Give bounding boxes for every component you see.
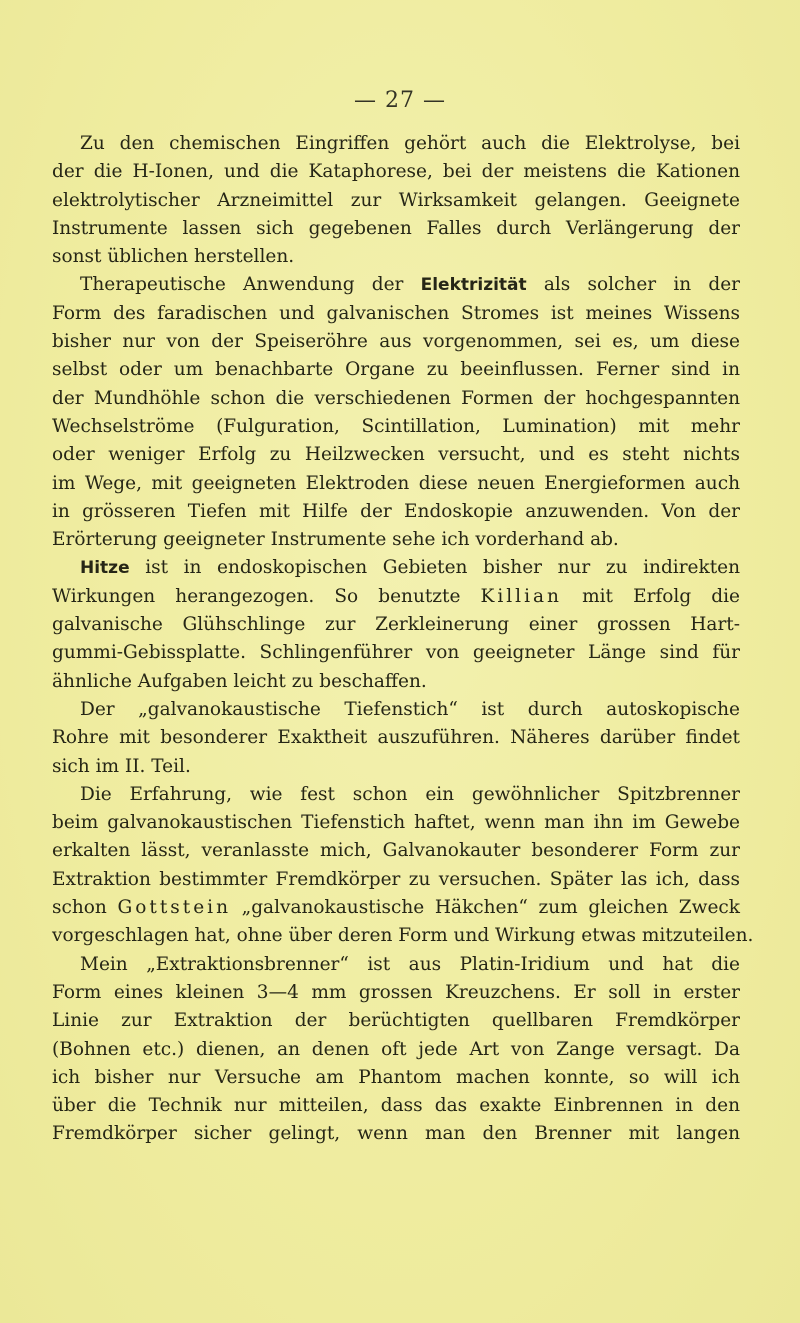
author-name: Gottstein	[117, 897, 231, 919]
text-fragment: Wirkungen herangezogen. So benutzte	[52, 585, 481, 607]
text-line: Instrumente lassen sich gegebenen Falles durch Verlängerung der	[52, 217, 740, 239]
text-fragment: „galvanokaustische Häkchen“ zum gleichen Zweck	[230, 897, 740, 919]
text-line	[52, 554, 740, 582]
text-line: im Wege, mit geeigneten Elektroden diese neuen Energieformen auch	[52, 472, 740, 494]
text-line: selbst oder um benachbarte Organe zu beeinflussen. Ferner sind in	[52, 359, 740, 381]
text-line: (Bohnen etc.) dienen, an denen oft jede Art von Zange versagt. Da	[52, 1038, 740, 1060]
text-line: galvanische Glühschlinge zur Zerkleinerung einer grossen Hart-	[52, 614, 740, 636]
text-line: vorgeschlagen hat, ohne über deren Form und Wirkung etwas mitzuteilen.	[52, 925, 754, 947]
text-line: sonst üblichen herstellen.	[52, 246, 295, 268]
body-text	[52, 130, 754, 1149]
text-line: bisher nur von der Speiseröhre aus vorgenommen, sei es, um diese	[52, 331, 740, 353]
text-line: der die H-Ionen, und die Kataphorese, bei der meistens die Kationen	[52, 161, 740, 183]
text-line: Zu den chemischen Eingriffen gehört auch die Elektrolyse, bei	[80, 133, 740, 154]
text-line: ich bisher nur Versuche am Phantom machen konnte, so will ich	[52, 1066, 740, 1088]
paragraph-electricity	[52, 271, 740, 554]
text-line: elektrolytischer Arzneimittel zur Wirksamkeit gelangen. Geeignete	[52, 189, 740, 211]
text-line: Form eines kleinen 3—4 mm grossen Kreuzchens. Er soll in erster	[52, 981, 740, 1003]
text-line: Erörterung geeigneter Instrumente sehe ich vorderhand ab.	[52, 529, 619, 551]
text-line: sich im II. Teil.	[52, 755, 191, 777]
text-line: Extraktion bestimmter Fremdkörper zu versuchen. Später las ich, dass	[52, 868, 740, 890]
paragraph-tiefenstich	[52, 696, 740, 781]
paragraph-heat	[52, 554, 740, 695]
text-line: Der „galvanokaustische Tiefenstich“ ist durch autoskopische	[80, 698, 740, 720]
text-line: Form des faradischen und galvanischen Stromes ist meines Wissens	[52, 302, 740, 324]
text-line	[52, 894, 740, 922]
text-line: erkalten lässt, veranlasste mich, Galvanokauter besonderer Form zur	[52, 840, 740, 862]
text-line: beim galvanokaustischen Tiefenstich haftet, wenn man ihn im Gewebe	[52, 812, 740, 834]
text-line: Rohre mit besonderer Exaktheit auszuführen. Näheres darüber findet	[52, 727, 740, 749]
text-fragment: schon	[52, 897, 118, 919]
text-fragment: Therapeutische Anwendung der	[80, 274, 421, 296]
paragraph-electrolysis	[52, 130, 740, 271]
paragraph-experience	[52, 781, 754, 951]
text-fragment: als solcher in der	[526, 274, 740, 296]
text-line: Fremdkörper sicher gelingt, wenn man den Brenner mit langen	[52, 1123, 740, 1145]
text-line: Wechselströme (Fulguration, Scintillation, Lumination) mit mehr	[52, 415, 740, 437]
text-line	[52, 583, 740, 611]
text-line	[52, 271, 740, 299]
text-line: oder weniger Erfolg zu Heilzwecken versucht, und es steht nichts	[52, 444, 740, 466]
text-line: Linie zur Extraktion der berüchtigten quellbaren Fremdkörper	[52, 1010, 740, 1032]
text-line: über die Technik nur mitteilen, dass das exakte Einbrennen in den	[52, 1095, 740, 1117]
emphasized-term: Hitze	[80, 558, 130, 579]
author-name: Killian	[480, 585, 562, 607]
text-fragment: ist in endoskopischen Gebieten bisher nur zu indirekten	[129, 557, 740, 579]
paragraph-extraction-burner	[52, 951, 740, 1149]
text-line: gummi-Gebissplatte. Schlingenführer von geeigneter Länge sind für	[52, 642, 740, 664]
text-line: Mein „Extraktionsbrenner“ ist aus Platin-Iridium und hat die	[80, 953, 740, 975]
emphasized-term: Elektrizität	[420, 275, 527, 296]
text-fragment: mit Erfolg die	[561, 585, 740, 607]
page-number: — 27 —	[354, 88, 446, 113]
text-line: Die Erfahrung, wie fest schon ein gewöhnlicher Spitzbrenner	[80, 783, 740, 805]
text-line: der Mundhöhle schon die verschiedenen Formen der hochgespannten	[52, 387, 740, 409]
text-line: in grösseren Tiefen mit Hilfe der Endoskopie anzuwenden. Von der	[52, 500, 740, 522]
text-line: ähnliche Aufgaben leicht zu beschaffen.	[52, 670, 427, 692]
